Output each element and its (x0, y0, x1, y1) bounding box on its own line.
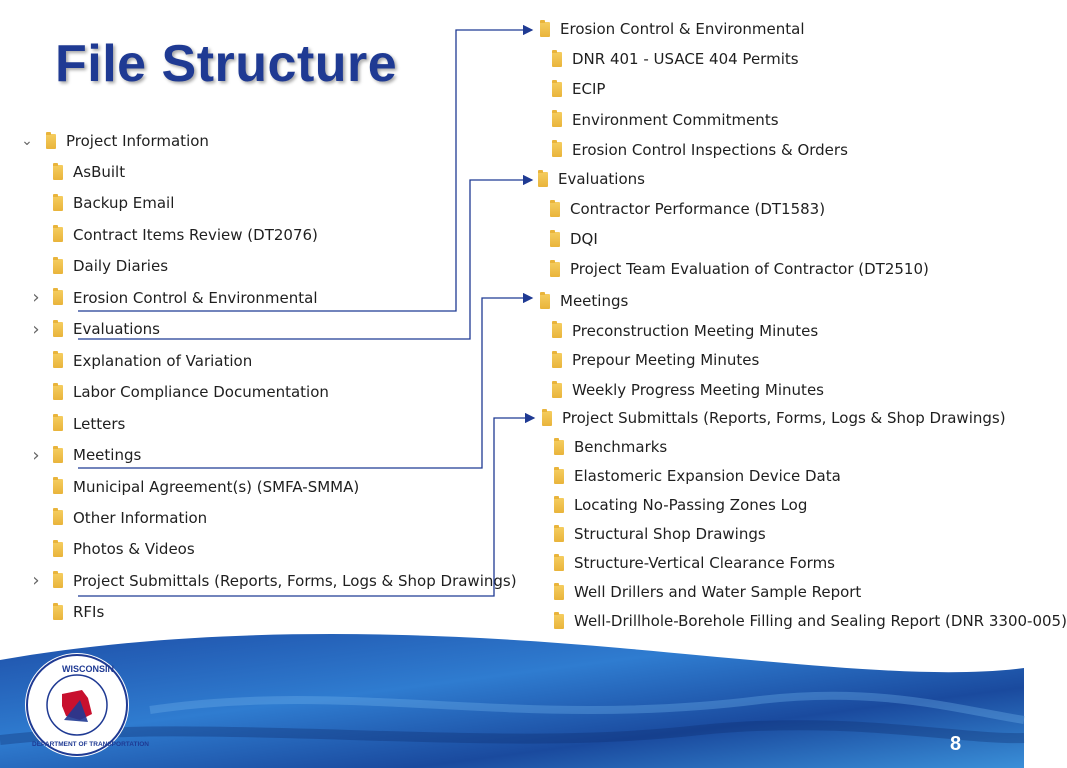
group-child-label: ECIP (572, 80, 606, 99)
group-child-label: Structure-Vertical Clearance Forms (574, 554, 835, 572)
group-child-label: Elastomeric Expansion Device Data (574, 467, 841, 485)
tree-item-label: Daily Diaries (73, 257, 169, 276)
svg-text:WISCONSIN: WISCONSIN (62, 664, 115, 674)
tree-item-label: Evaluations (73, 320, 160, 339)
chevron-right-icon[interactable]: › (32, 287, 40, 309)
group-header-label: Meetings (560, 292, 629, 310)
tree-item-label: RFIs (73, 603, 105, 622)
page-number: 8 (950, 733, 962, 755)
group-child-label: DQI (570, 230, 598, 248)
svg-text:DEPARTMENT OF TRANSPORTATION: DEPARTMENT OF TRANSPORTATION (32, 741, 149, 748)
group-child-label: Benchmarks (574, 438, 668, 456)
tree-item-label: Explanation of Variation (73, 351, 253, 370)
tree-item-label: Letters (73, 414, 126, 433)
group-child-label: Locating No-Passing Zones Log (574, 496, 808, 514)
tree-item-label: Meetings (73, 446, 142, 465)
tree-item-label: Photos & Videos (73, 540, 195, 559)
group-child-label: Prepour Meeting Minutes (572, 351, 760, 370)
tree-item-label: Erosion Control & Environmental (73, 288, 318, 307)
bottom-wave-banner (0, 620, 1024, 768)
connector-meetings (78, 298, 532, 468)
wisdot-logo (22, 650, 149, 760)
group-child-label: Well-Drillhole-Borehole Filling and Sealing Report (DNR 3300-005) (574, 612, 1067, 630)
group-child-label: Contractor Performance (DT1583) (570, 200, 826, 218)
tree-item-label: Backup Email (73, 194, 175, 213)
group-child-label: Well Drillers and Water Sample Report (574, 583, 862, 601)
tree-item-label: AsBuilt (73, 163, 126, 181)
tree-item-label: Municipal Agreement(s) (SMFA-SMMA) (73, 477, 360, 496)
tree-item-label: Labor Compliance Documentation (73, 383, 329, 402)
chevron-right-icon[interactable]: › (32, 318, 40, 340)
group-child-label: Environment Commitments (572, 110, 779, 129)
tree-root-project-information[interactable]: ⌄ Project Information (21, 132, 209, 150)
group-child-label: Project Team Evaluation of Contractor (DT2510) (570, 260, 929, 278)
chevron-right-icon[interactable]: › (32, 570, 40, 592)
group-header-label: Erosion Control & Environmental (560, 20, 805, 38)
tree-item-label: Project Submittals (Reports, Forms, Logs & Shop Drawings) (73, 571, 517, 590)
page-title: File Structure (55, 35, 398, 93)
group-child-label: Erosion Control Inspections & Orders (572, 140, 848, 159)
group-child-label: Structural Shop Drawings (574, 525, 766, 543)
group-child-label: Weekly Progress Meeting Minutes (572, 381, 824, 400)
connector-submittals (78, 418, 534, 596)
connector-evaluations (78, 180, 532, 339)
group-header-label: Project Submittals (Reports, Forms, Logs & Shop Drawings) (562, 409, 1006, 427)
tree-item-label: Contract Items Review (DT2076) (73, 225, 318, 244)
group-header-label: Evaluations (558, 170, 645, 188)
group-child-label: Preconstruction Meeting Minutes (572, 321, 819, 340)
tree-item-label: Other Information (73, 508, 208, 527)
group-child-label: DNR 401 - USACE 404 Permits (572, 50, 799, 69)
chevron-right-icon[interactable]: › (32, 444, 40, 466)
chevron-down-icon[interactable]: ⌄ (21, 133, 33, 149)
connector-erosion (78, 30, 532, 311)
